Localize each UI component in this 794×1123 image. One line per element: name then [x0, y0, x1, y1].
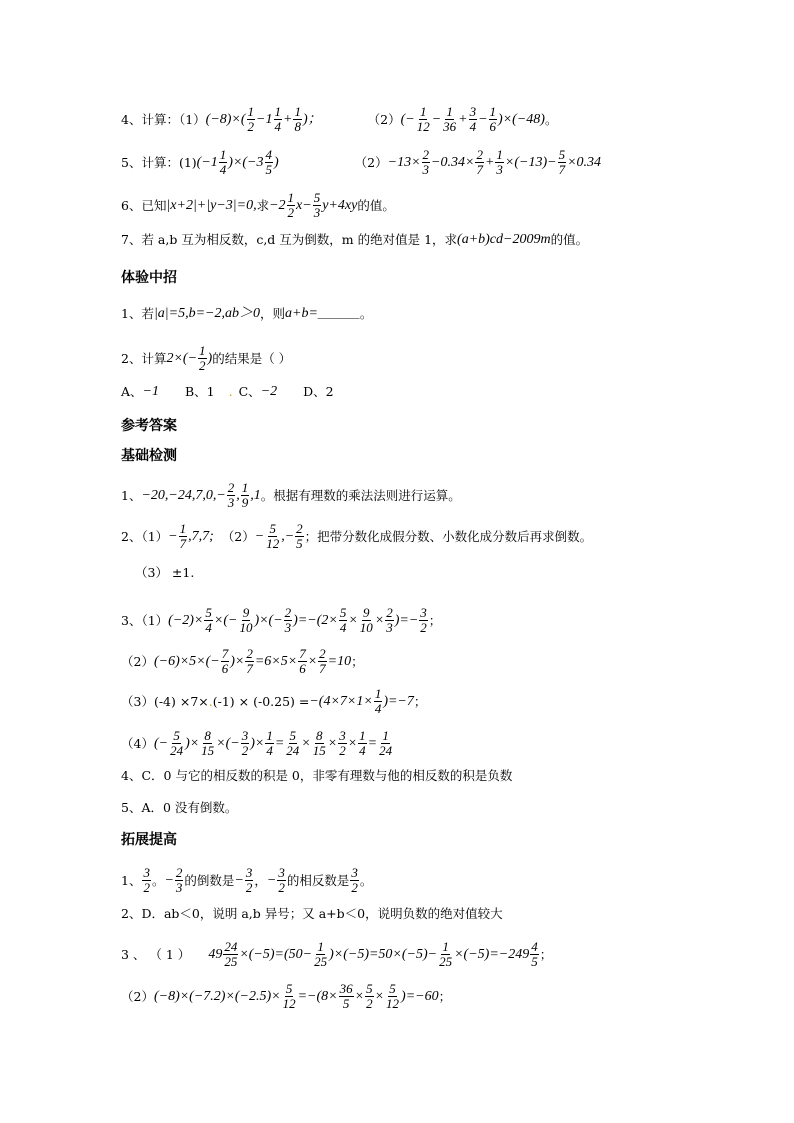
answer-3-1: 3、（1） (−2)× $\frac{5}{4}$ ×(− $\frac{9}{10}$ )×(− $\frac{2}{3}$ )=−(2× $\frac{5}{4}$ × $\frac{9}{10}$ × $\frac{2}{3}$ )=− $\frac{3}{2}$ ； — [121, 605, 442, 635]
question-6: 6、已知 |x+2|+|y−3|=0, 求 −2 1 2 x− $\frac{5}{3}$ y+4xy 的值。 — [121, 190, 395, 220]
question-5: 5、计算：(1) (−1 1 4 )×(−3 4 5 ) （2） −13× $\frac{2}{3}$ −0.34× $\frac{2}{7}$ + $\frac{1}{3}$ ×(−13)− $\frac{5}{7}$ ×0.34 — [121, 147, 602, 177]
q5-part2: （2） — [354, 154, 388, 170]
section-heading-tuozhan: 拓展提高 — [121, 832, 177, 848]
section-heading-answers: 参考答案 — [121, 418, 177, 434]
tuozhan-answer-2: 2、D．ab＜0，说明 a,b 异号；又 a+b＜0，说明负数的绝对值较大 — [121, 906, 503, 921]
question-4: 4、计算：（1） (−8)×( 1 2 −1 1 4 + $\frac{1}{8}$ )； （2） (− $\frac{1}{12}$ − $\frac{1}{36}$ + $\frac{3}{4}$ − $\frac{1}{6}$ )×(−48) 。 — [121, 104, 558, 134]
q6-label: 6、已知 — [121, 197, 167, 213]
tiyan-question-2: 2、计算 2×(− $\frac{1}{2}$ ) 的结果是（ ） — [121, 343, 292, 373]
q5-label: 5、计算：(1) — [121, 154, 197, 170]
tiyan-question-1: 1、若 |a|=5,b=−2,ab＞0 ，则 a+b=＿＿＿ 。 — [121, 306, 373, 321]
tuozhan-answer-3-2: （2） (−8)×(−7.2)×(−2.5)× $\frac{5}{12}$ =−(8× $\frac{36}{5}$ × $\frac{5}{2}$ × $\frac{5}{12}$ )=−60 ； — [121, 981, 452, 1011]
answer-5: 5、A．0 没有倒数。 — [121, 800, 238, 815]
tuozhan-answer-1: 1、 3 2 。 − $\frac{2}{3}$ 的倒数是 − $\frac{3}{2}$ ， − $\frac{3}{2}$ 的相反数是 3 2 。 — [121, 865, 373, 895]
question-7: 7、若 a,b 互为相反数，c,d 互为倒数，m 的绝对值是 1，求 (a+b)cd−2009m 的值。 — [121, 232, 589, 247]
answer-2-part-3: （3） ±1. — [135, 565, 195, 580]
q4-label: 4、计算：（1） — [121, 111, 206, 127]
tiyan-options: A、 −1 B、1 . C、 −2 D、2 — [121, 384, 334, 399]
tuozhan-answer-3-1: 3 、 （ 1 ） 49 $\frac{24}{25}$ ×(−5)=(50− $\frac{1}{25}$ )×(−5)=50×(−5)− $\frac{1}{25}$ ×(−5)=−249 4 5 ； — [121, 939, 553, 969]
answer-3-3: （3）(-4) ×7× . (-1) × (-0.25) = −(4×7×1× $\frac{1}{4}$ )=−7 ； — [121, 686, 427, 716]
section-heading-tiyan: 体验中招 — [121, 270, 177, 286]
q4-part2: （2） — [367, 111, 401, 127]
answer-4: 4、C．0 与它的相反数的积是 0，非零有理数与他的相反数的积是负数 — [121, 768, 513, 783]
answer-1: 1、 −20,−24,7,0,− $\frac{2}{3}$ , 1 9 ,1 。根据有理数的乘法法则进行运算。 — [121, 480, 461, 510]
section-heading-jichu: 基础检测 — [121, 448, 177, 464]
answer-3-2: （2） (−6)×5×(− $\frac{7}{6}$ )× $\frac{2}{7}$ =6×5× $\frac{7}{6}$ × $\frac{2}{7}$ =10 ； — [121, 646, 364, 676]
answer-2: 2、（1） − $\frac{1}{7}$ ,7,7; （2） − $\frac{5}{12}$ ,− $\frac{2}{5}$ ；把带分数化成假分数、小数化成分数后再求倒数。 — [121, 521, 593, 551]
answer-3-4: （4） (− $\frac{5}{24}$ )× $\frac{8}{15}$ ×(− $\frac{3}{2}$ )× $\frac{1}{4}$ = $\frac{5}{24}$ × $\frac{8}{15}$ × $\frac{3}{2}$ × $\frac{1}{4}$ = $\frac{1}{24}$ — [121, 728, 393, 758]
